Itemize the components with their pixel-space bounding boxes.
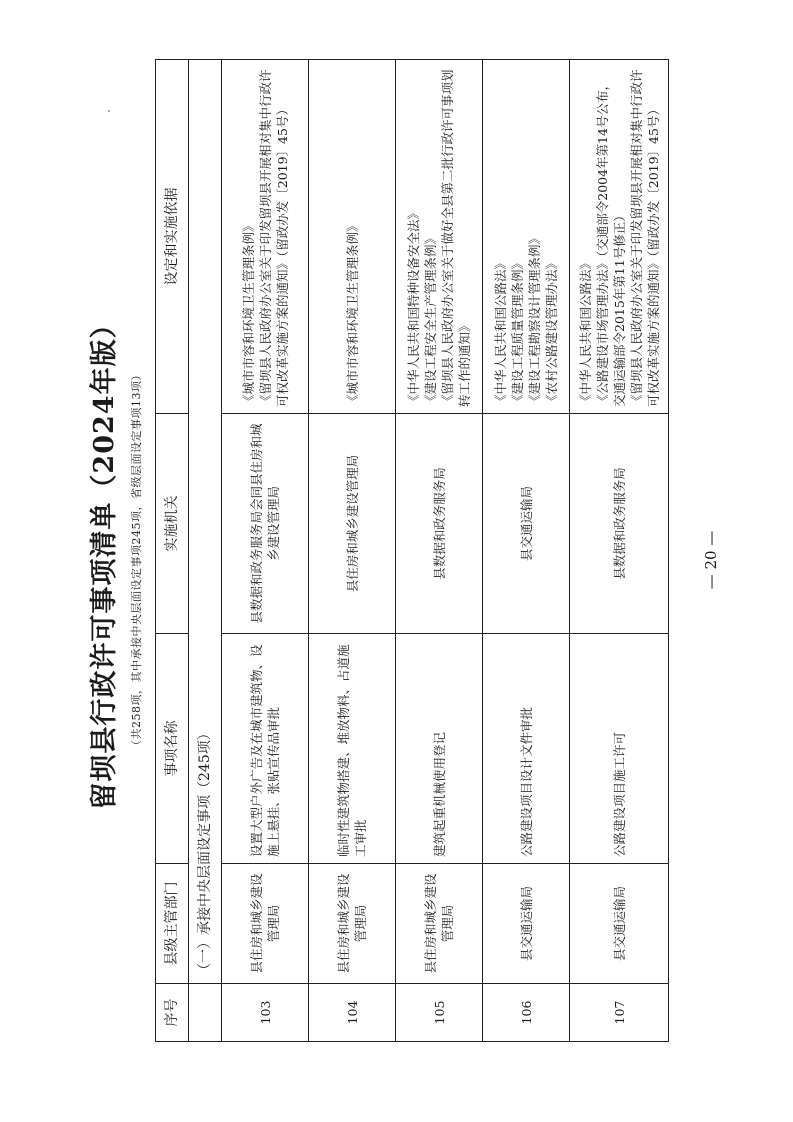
basis-line: 《建设工程安全生产管理条例》 (423, 231, 438, 407)
table-row (483, 60, 570, 1042)
basis-line: 《留坝县人民政府办公室关于印发留坝县开展相对集中行政许可权改革实施方案的通知》（留政办发〔2019〕45号） (628, 69, 661, 407)
basis-line: 《建设工程质量管理条例》 (510, 256, 525, 407)
table-row (309, 60, 396, 1042)
page-number: — 20 — (702, 530, 720, 590)
cell-dept: 县住房和城乡建设管理局 (309, 864, 396, 984)
basis-line: 《中华人民共和国公路法》 (493, 256, 508, 407)
basis-line: 《留坝县人民政府办公室关于做好全县第二批行政许可事项划转工作的通知》 (440, 69, 472, 407)
basis-line: 《建设工程勘察设计管理条例》 (527, 231, 542, 407)
document-subtitle: （共258项，其中承接中央层面设定事项245项，省级层面设定事项13项） (130, 369, 143, 751)
cell-item-name: 设置大型户外广告及在城市建筑物、设施上悬挂、张贴宣传品审批 (222, 634, 309, 864)
scan-speck (108, 110, 110, 112)
header-no: 序号 (156, 984, 189, 1042)
cell-basis (483, 60, 570, 414)
cell-dept: 县住房和城乡建设管理局 (396, 864, 483, 984)
cell-no: 103 (222, 984, 309, 1042)
table-row (222, 60, 309, 1042)
cell-basis (396, 60, 483, 414)
cell-item-name: 公路建设项目设计文件审批 (483, 634, 570, 864)
cell-dept: 县住房和城乡建设管理局 (222, 864, 309, 984)
landscape-page (80, 60, 730, 1060)
cell-dept: 县交通运输局 (483, 864, 570, 984)
basis-line: 《农村公路建设管理办法》 (544, 256, 559, 407)
basis-line: 《城市市容和环境卫生管理条例》 (240, 219, 256, 407)
permit-table (155, 59, 669, 1042)
cell-item-name: 建筑起重机械使用登记 (396, 634, 483, 864)
cell-no: 106 (483, 984, 570, 1042)
basis-line: 《中华人民共和国公路法》 (577, 256, 593, 407)
table-row (570, 60, 669, 1042)
document-title: 留坝县行政许可事项清单（2024年版） (89, 310, 120, 810)
header-org: 实施机关 (156, 414, 189, 634)
cell-no: 107 (570, 984, 669, 1042)
cell-org: 县数据和政务服务局 (570, 414, 669, 634)
cell-basis (570, 60, 669, 414)
table-row (396, 60, 483, 1042)
section-row (189, 60, 222, 1042)
cell-org: 县住房和城乡建设管理局 (309, 414, 396, 634)
cell-basis (309, 60, 396, 414)
header-dept: 县级主管部门 (156, 864, 189, 984)
cell-item-name: 临时性建筑物搭建、堆放物料、占道施工审批 (309, 634, 396, 864)
table-header-row (156, 60, 189, 1042)
basis-line: 《公路建设市场管理办法》（交通部令2004年第14号公布，交通运输部令2015年第11号修正） (594, 78, 627, 407)
section-title: （一）承接中央层面设定事项（245项） (189, 60, 222, 984)
basis-line: 《中华人民共和国特种设备安全法》 (406, 206, 421, 407)
cell-org: 县交通运输局 (483, 414, 570, 634)
basis-line: 《城市市容和环境卫生管理条例》 (344, 219, 360, 407)
header-basis: 设定和实施依据 (156, 60, 189, 414)
cell-org: 县数据和政务服务局会同县住房和城乡建设管理局 (222, 414, 309, 634)
cell-org: 县数据和政务服务局 (396, 414, 483, 634)
basis-line: 《留坝县人民政府办公室关于印发留坝县开展相对集中行政许可权改革实施方案的通知》（留政办发〔2019〕45号） (257, 69, 290, 407)
cell-item-name: 公路建设项目施工许可 (570, 634, 669, 864)
cell-no: 104 (309, 984, 396, 1042)
cell-no: 105 (396, 984, 483, 1042)
cell-basis (222, 60, 309, 414)
header-name: 事项名称 (156, 634, 189, 864)
cell-dept: 县交通运输局 (570, 864, 669, 984)
